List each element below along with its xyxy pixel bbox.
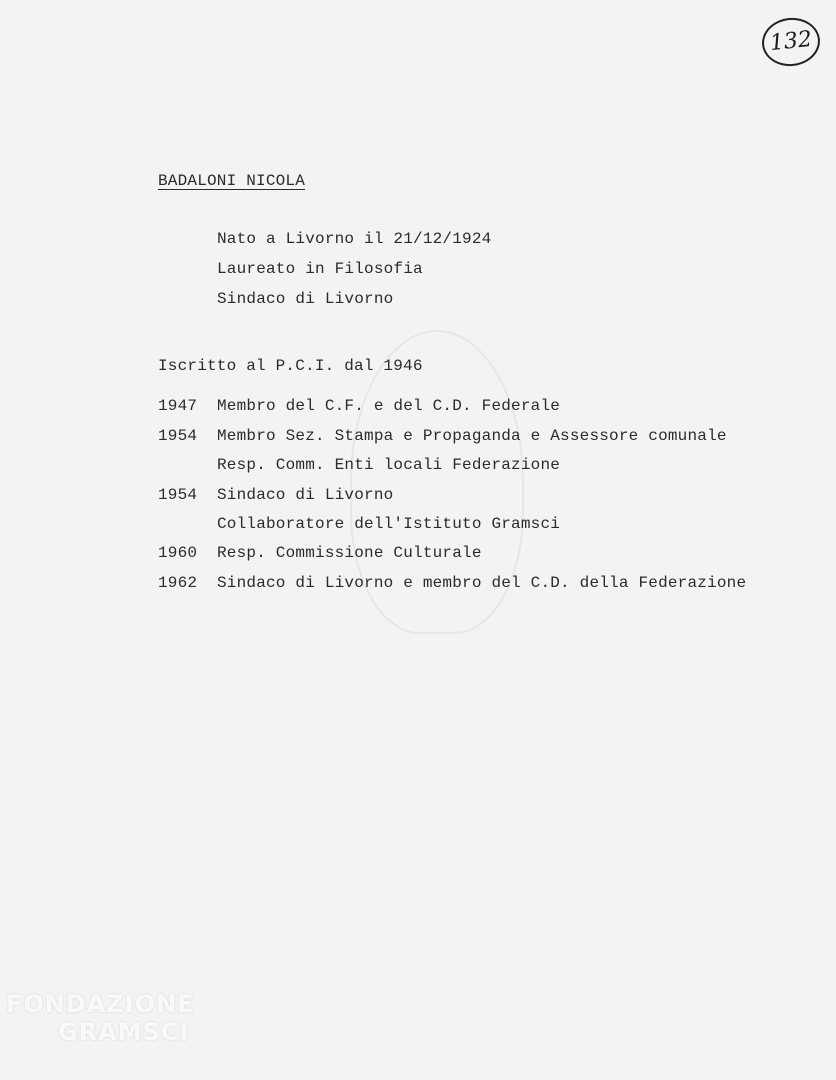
birth-info: Nato a Livorno il 21/12/1924: [217, 230, 492, 248]
watermark-line2: GRAMSCI: [58, 1018, 190, 1046]
career-year: 1960: [158, 544, 198, 562]
person-name: BADALONI NICOLA: [158, 172, 306, 190]
career-row: [158, 486, 393, 504]
career-row: [158, 515, 560, 533]
career-desc: Sindaco di Livorno e membro del C.D. della Federazione: [217, 574, 747, 592]
career-desc: Resp. Comm. Enti locali Federazione: [217, 456, 561, 474]
page-number: 132: [760, 15, 823, 69]
archive-watermark: [6, 990, 216, 1046]
career-row: [158, 397, 560, 415]
career-year: 1954: [158, 427, 198, 445]
career-year: 1947: [158, 397, 198, 415]
degree-info: Laureato in Filosofia: [217, 260, 423, 278]
career-desc: Collaboratore dell'Istituto Gramsci: [217, 515, 561, 533]
career-desc: Membro del C.F. e del C.D. Federale: [217, 397, 561, 415]
career-desc: Resp. Commissione Culturale: [217, 544, 482, 562]
career-row: [158, 427, 727, 445]
career-desc: Membro Sez. Stampa e Propaganda e Assessore comunale: [217, 427, 727, 445]
career-row: [158, 574, 746, 592]
career-year: 1954: [158, 486, 198, 504]
career-row: [158, 544, 482, 562]
career-row: [158, 456, 560, 474]
career-year: 1962: [158, 574, 198, 592]
role-info: Sindaco di Livorno: [217, 290, 394, 308]
watermark-line1: FONDAZIONE: [6, 990, 195, 1018]
party-enrollment: Iscritto al P.C.I. dal 1946: [158, 357, 423, 375]
career-desc: Sindaco di Livorno: [217, 486, 394, 504]
